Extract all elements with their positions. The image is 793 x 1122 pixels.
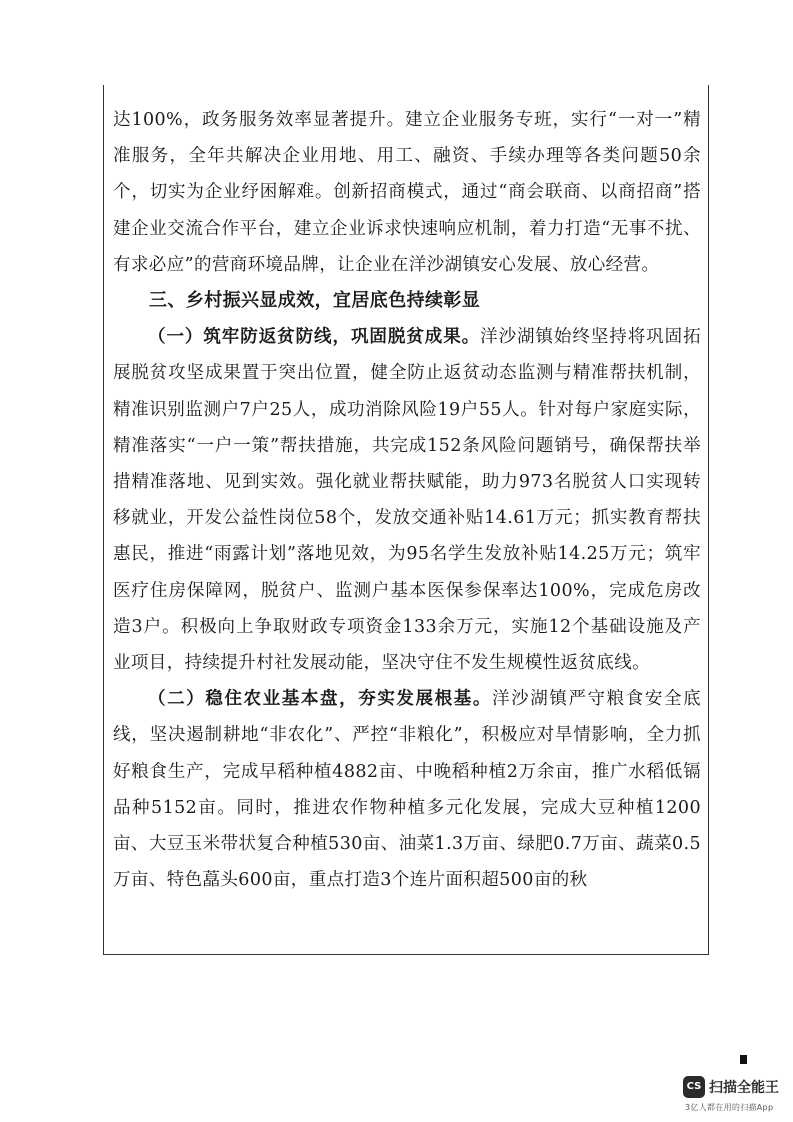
scanner-logo-icon: CS (683, 1076, 705, 1098)
section-heading: 三、乡村振兴显成效，宜居底色持续彰显 (149, 290, 481, 312)
subsection-lead: （二）稳住农业基本盘，夯实发展根基。 (148, 689, 492, 710)
intro-paragraph: 达100%，政务服务效率显著提升。建立企业服务专班，实行“一对一”精准服务，全年共解决企业用地、用工、融资、手续办理等各类问题50余个，切实为企业纾困解难。创新招商模式，通过“商会联商、以商招商”搭建企业交流合作平台，建立企业诉求快速响应机制，着力打造“无事不扰、有求必应”的营商环境品牌，让企业在洋沙湖镇安心发展、放心经营。 (113, 110, 701, 275)
subsection-lead: （一）筑牢防返贫防线，巩固脱贫成果。 (148, 327, 481, 348)
subsection-paragraph (113, 681, 701, 898)
scanner-watermark (683, 1076, 783, 1116)
scan-mark (740, 1055, 747, 1064)
scanner-app-name: 扫描全能王 (709, 1080, 779, 1096)
subsection-text: 洋沙湖镇严守粮食安全底线，坚决遏制耕地“非农化”、严控“非粮化”，积极应对旱情影响，全力抓好粮食生产，完成早稻种植4882亩、中晚稻种植2万余亩，推广水稻低镉品种5152亩。同时，推进农作物种植多元化发展，完成大豆种植1200亩、大豆玉米带状复合种植530亩、油菜1.3万亩、绿肥0.7万亩、蔬菜0.5万亩、特色藠头600亩，重点打造3个连片面积超500亩的秋 (113, 689, 702, 891)
document-body (113, 102, 701, 898)
scanner-tagline: 3亿人都在用的扫描App (685, 1103, 774, 1112)
subsection-paragraph (113, 319, 701, 681)
subsection-text: 洋沙湖镇始终坚持将巩固拓展脱贫攻坚成果置于突出位置，健全防止返贫动态监测与精准帮扶机制，精准识别监测户7户25人，成功消除风险19户55人。针对每户家庭实际，精准落实“一户一策”帮扶措施，共完成152条风险问题销号，确保帮扶举措精准落地、见到实效。强化就业帮扶赋能，助力973名脱贫人口实现转移就业，开发公益性岗位58个，发放交通补贴14.61万元；抓实教育帮扶惠民，推进“雨露计划”落地见效，为95名学生发放补贴14.25万元；筑牢医疗住房保障网，脱贫户、监测户基本医保参保率达100%，完成危房改造3户。积极向上争取财政专项资金133余万元，实施12个基础设施及产业项目，持续提升村社发展动能，坚决守住不发生规模性返贫底线。 (113, 327, 701, 674)
